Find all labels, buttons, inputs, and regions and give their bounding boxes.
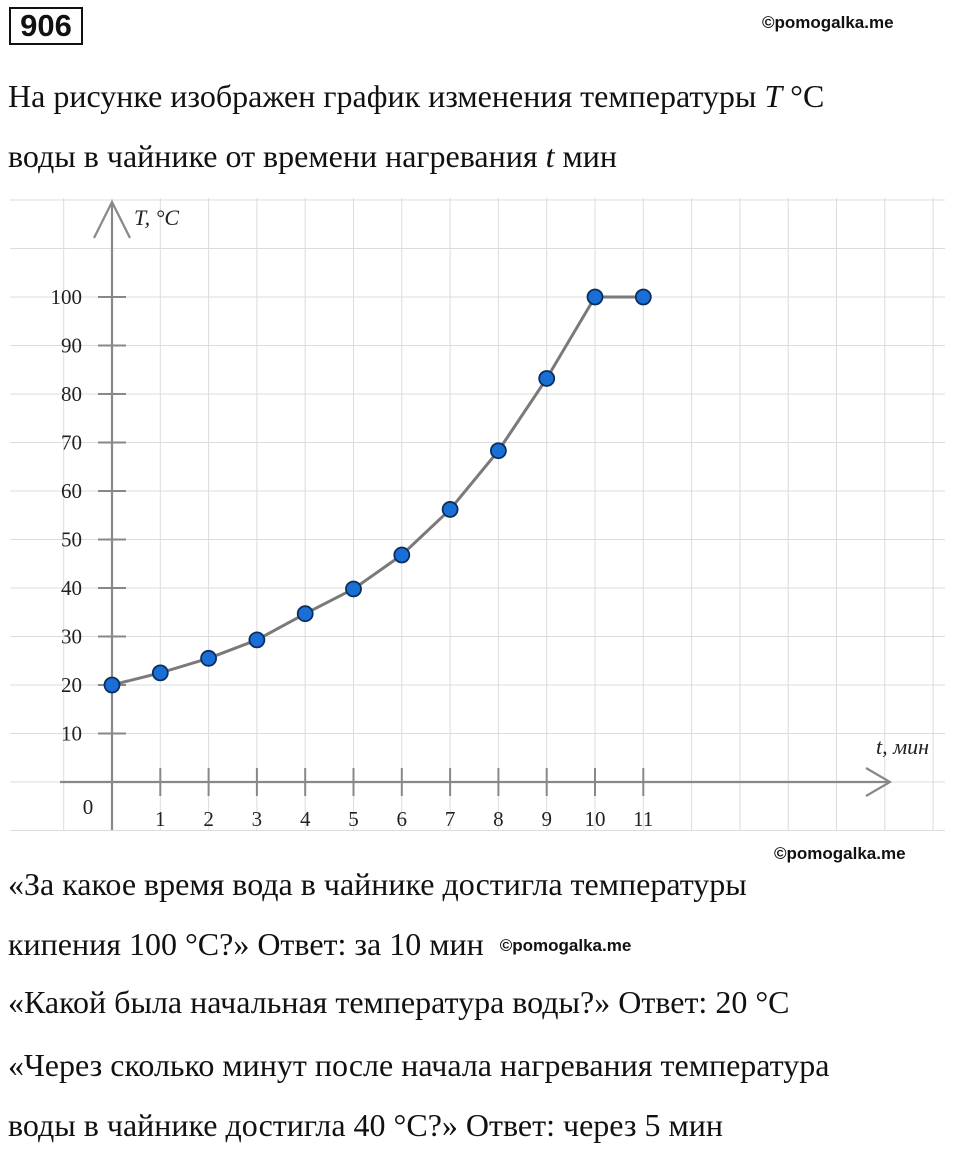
q1-line-2-text: кипения 100 °C?» Ответ: за 10 мин	[8, 926, 484, 962]
data-point	[539, 371, 554, 386]
x-tick-label: 10	[584, 807, 606, 831]
problem-number: 906	[9, 7, 83, 45]
chart-labels	[51, 205, 930, 831]
intro-line-1	[8, 78, 824, 115]
x-axis-label: t, мин	[876, 734, 930, 759]
x-tick-label: 1	[155, 807, 166, 831]
data-point	[394, 548, 409, 563]
x-tick-label: 5	[348, 807, 359, 831]
y-axis-label: T, °C	[134, 205, 180, 230]
q3-line-2: воды в чайнике достигла 40 °C?» Ответ: через 5 мин	[8, 1107, 724, 1143]
intro-unit-celsius: °C	[782, 78, 825, 114]
watermark-top: ©pomogalka.me	[762, 13, 894, 32]
watermark-q1: ©pomogalka.me	[499, 936, 632, 955]
x-tick-label: 2	[203, 807, 214, 831]
data-point	[153, 665, 168, 680]
data-point	[201, 651, 216, 666]
y-tick-label: 20	[61, 673, 82, 697]
q1-line-1: «За какое время вода в чайнике достигла температуры	[8, 866, 747, 902]
x-tick-label: 3	[251, 807, 263, 831]
intro-var-t: t	[545, 138, 555, 174]
data-point	[298, 606, 313, 621]
intro-line-2	[8, 138, 617, 175]
data-point	[588, 290, 603, 305]
chart-axes	[60, 202, 890, 830]
intro-var-T: T	[764, 78, 783, 114]
data-point	[443, 502, 458, 517]
q2-line: «Какой была начальная температура воды?» Ответ: 20 °C	[8, 984, 790, 1020]
data-point	[636, 290, 651, 305]
origin-label: 0	[82, 795, 94, 819]
intro-line-2-text: воды в чайнике от времени нагревания	[8, 138, 546, 174]
watermark-chart: ©pomogalka.me	[774, 844, 906, 863]
y-tick-label: 40	[61, 576, 82, 600]
y-tick-label: 100	[50, 285, 82, 309]
x-tick-label: 6	[396, 807, 408, 831]
chart-grid	[10, 198, 945, 831]
data-point	[491, 443, 506, 458]
y-tick-label: 10	[61, 721, 82, 746]
x-tick-label: 9	[541, 807, 552, 831]
x-tick-label: 11	[633, 807, 654, 831]
q3-line-1: «Через сколько минут после начала нагревания температура	[8, 1047, 830, 1083]
y-tick-label: 60	[61, 479, 82, 503]
y-tick-label: 50	[61, 527, 82, 552]
data-point	[249, 632, 264, 647]
intro-line-1-text: На рисунке изображен график изменения температуры	[8, 78, 765, 114]
y-tick-label: 70	[61, 430, 82, 455]
y-tick-label: 30	[61, 624, 82, 649]
x-tick-label: 7	[444, 807, 456, 831]
intro-unit-min: мин	[554, 138, 617, 174]
x-tick-label: 8	[493, 807, 504, 831]
chart-ticks	[98, 297, 643, 796]
temperature-chart	[0, 190, 960, 840]
data-point	[105, 678, 120, 693]
y-tick-label: 90	[61, 333, 82, 358]
y-tick-label: 80	[61, 382, 82, 406]
x-tick-label: 4	[299, 807, 311, 831]
data-point	[346, 581, 361, 596]
q1-line-2	[8, 926, 631, 963]
